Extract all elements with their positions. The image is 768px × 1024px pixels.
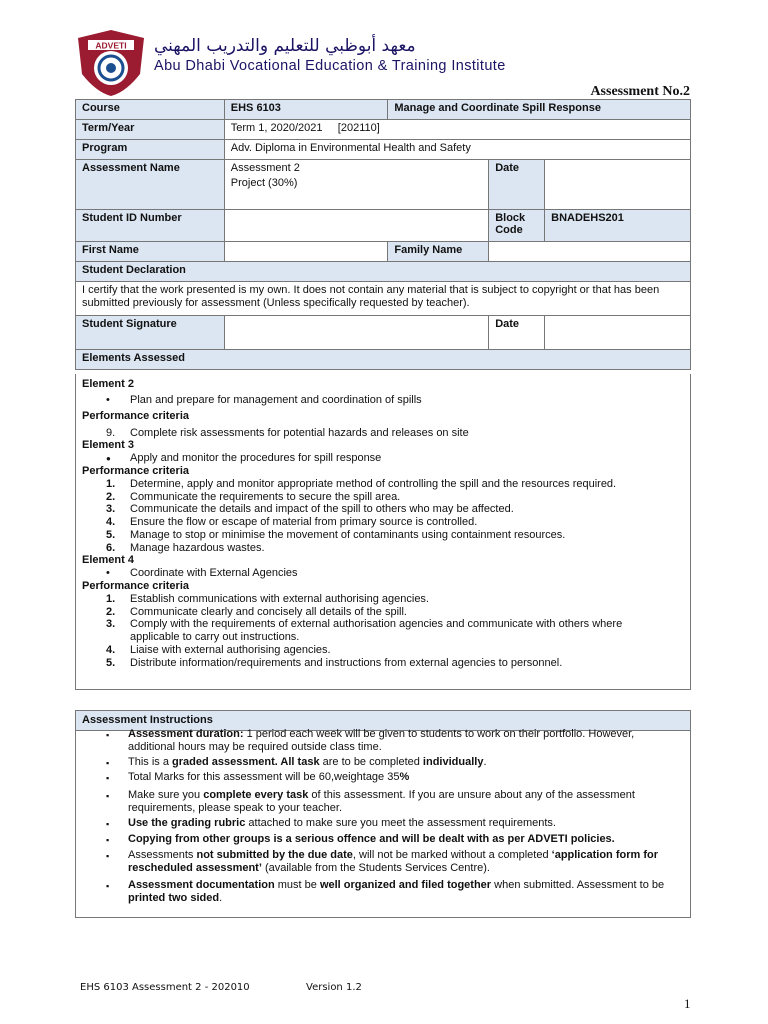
criteria-text: Communicate the requirements to secure the spill area. (130, 490, 401, 503)
criteria-text: Manage to stop or minimise the movement of contaminants using containment resources. (130, 528, 566, 541)
criteria-text: applicable to carry out instructions. (130, 631, 300, 644)
element-2-performance-criteria: Performance criteria (82, 410, 189, 422)
instruction-copying-policy: Copying from other groups is a serious offence and will be dealt with as per ADVETI policies. (128, 833, 615, 845)
criteria-text: Comply with the requirements of external authorisation agencies and communicate with others where (130, 618, 623, 631)
family-name-label: Family Name (388, 242, 489, 262)
assessment-name-label: Assessment Name (76, 160, 225, 210)
instruction-graded: This is a graded assessment. All task are to be completed individually. (128, 756, 487, 768)
student-declaration-heading: Student Declaration (76, 262, 691, 282)
assessment-instructions-heading: Assessment Instructions (76, 711, 690, 731)
first-name-label: First Name (76, 242, 225, 262)
program-value: Adv. Diploma in Environmental Health and Safety (224, 140, 690, 160)
instruction-late-submission: Assessments not submitted by the due date, will not be marked without a completed ‘application form for rescheduled assessment’ (available from the Students Services Centre). (128, 849, 658, 874)
first-name-field[interactable] (224, 242, 388, 262)
element-4-bullet: • (106, 567, 110, 579)
element-4-performance-criteria: Performance criteria (82, 580, 189, 592)
element-4-text: Coordinate with External Agencies (130, 567, 298, 579)
element-2-pc-text: Complete risk assessments for potential hazards and releases on site (130, 427, 469, 439)
signature-date-label: Date (489, 316, 545, 350)
criteria-number: 6. (106, 541, 116, 554)
criteria-number: 1. (106, 593, 116, 605)
family-name-field[interactable] (489, 242, 691, 262)
instruction-bullet: ▪ (106, 730, 110, 740)
date-label: Date (489, 160, 545, 210)
instruction-complete-every-task: Make sure you complete every task of this assessment. If you are unsure about any of the assessment requirements, please speak to your teacher. (128, 789, 635, 814)
block-code-value: BNADEHS201 (545, 210, 691, 242)
criteria-text: Distribute information/requirements and instructions from external agencies to personnel. (130, 656, 563, 669)
criteria-number: 2. (106, 605, 116, 618)
footer-document-reference: EHS 6103 Assessment 2 - 202010 (80, 982, 250, 993)
criteria-text: Determine, apply and monitor appropriate method of controlling the spill and the resources required. (130, 478, 617, 490)
date-field[interactable] (545, 160, 691, 210)
element-2-pc-number: 9. (106, 427, 116, 439)
element-2-title: Element 2 (82, 378, 134, 390)
element-4-title: Element 4 (82, 554, 134, 566)
assessment-name-value: Assessment 2 Project (30%) (224, 160, 488, 210)
criteria-text: Communicate the details and impact of the spill to others who may be affected. (130, 503, 514, 516)
instruction-total-marks: Total Marks for this assessment will be 60,weightage 35% (128, 771, 410, 783)
criteria-number: 2. (106, 490, 116, 503)
instruction-bullet: ▪ (106, 819, 110, 829)
instruction-bullet: ▪ (106, 851, 110, 861)
instruction-bullet: ▪ (106, 881, 110, 891)
criteria-text: Liaise with external authorising agencies. (130, 643, 331, 656)
block-code-label: Block Code (489, 210, 545, 242)
element-2-text: Plan and prepare for management and coordination of spills (130, 394, 422, 406)
criteria-number: 3. (106, 503, 116, 516)
assessment-instructions-section (75, 710, 691, 918)
instruction-bullet: ▪ (106, 773, 110, 783)
signature-date-field[interactable] (545, 316, 691, 350)
adveti-logo-icon (74, 28, 148, 98)
criteria-number: 5. (106, 656, 116, 669)
student-signature-field[interactable] (224, 316, 488, 350)
student-signature-label: Student Signature (76, 316, 225, 350)
student-id-field[interactable] (224, 210, 488, 242)
student-id-label: Student ID Number (76, 210, 225, 242)
term-label: Term/Year (76, 120, 225, 140)
term-value: Term 1, 2020/2021 [202110] (224, 120, 690, 140)
criteria-text: Ensure the flow or escape of material from primary source is controlled. (130, 516, 478, 529)
course-code: EHS 6103 (224, 100, 388, 120)
elements-assessed-body (75, 374, 691, 690)
criteria-number: 3. (106, 618, 116, 631)
instruction-bullet: ▪ (106, 758, 110, 768)
instruction-duration: Assessment duration: 1 period each week will be given to students to work on their portfolio. However, additional hours may be required outside class time. (128, 728, 635, 753)
page-number: 1 (684, 996, 691, 1011)
criteria-text: Establish communications with external authorising agencies. (130, 593, 429, 605)
criteria-number: 5. (106, 528, 116, 541)
english-institute-name: Abu Dhabi Vocational Education & Training Institute (154, 58, 506, 74)
criteria-number: 4. (106, 643, 116, 656)
course-label: Course (76, 100, 225, 120)
program-label: Program (76, 140, 225, 160)
assessment-number: Assessment No.2 (590, 84, 690, 99)
criteria-number: 1. (106, 478, 116, 490)
criteria-text: Communicate clearly and concisely all details of the spill. (130, 605, 407, 618)
logo-text: ADVETI (95, 40, 127, 51)
instruction-grading-rubric: Use the grading rubric attached to make sure you meet the assessment requirements. (128, 817, 556, 829)
instruction-bullet: ▪ (106, 835, 110, 845)
criteria-number: 4. (106, 516, 116, 529)
course-title: Manage and Coordinate Spill Response (388, 100, 691, 120)
instruction-bullet: ▪ (106, 791, 110, 801)
instruction-documentation: Assessment documentation must be well organized and filed together when submitted. Assessment to be printed two sided. (128, 879, 665, 904)
element-3-performance-criteria: Performance criteria (82, 465, 189, 477)
element-3-text: Apply and monitor the procedures for spill response (130, 452, 382, 464)
footer-version: Version 1.2 (306, 982, 362, 993)
element-3-title: Element 3 (82, 439, 134, 451)
student-declaration-text: I certify that the work presented is my own. It does not contain any material that is subject to copyright or that has been submitted previously for assessment (Unless specifically requested by teacher). (76, 282, 691, 316)
elements-assessed-heading: Elements Assessed (76, 350, 691, 370)
element-2-bullet: • (106, 394, 110, 406)
element-3-bullet: ● (106, 454, 111, 463)
assessment-cover-table (75, 99, 691, 370)
criteria-text: Manage hazardous wastes. (130, 541, 265, 554)
arabic-institute-name: معهد أبوظبي للتعليم والتدريب المهني (154, 36, 416, 56)
